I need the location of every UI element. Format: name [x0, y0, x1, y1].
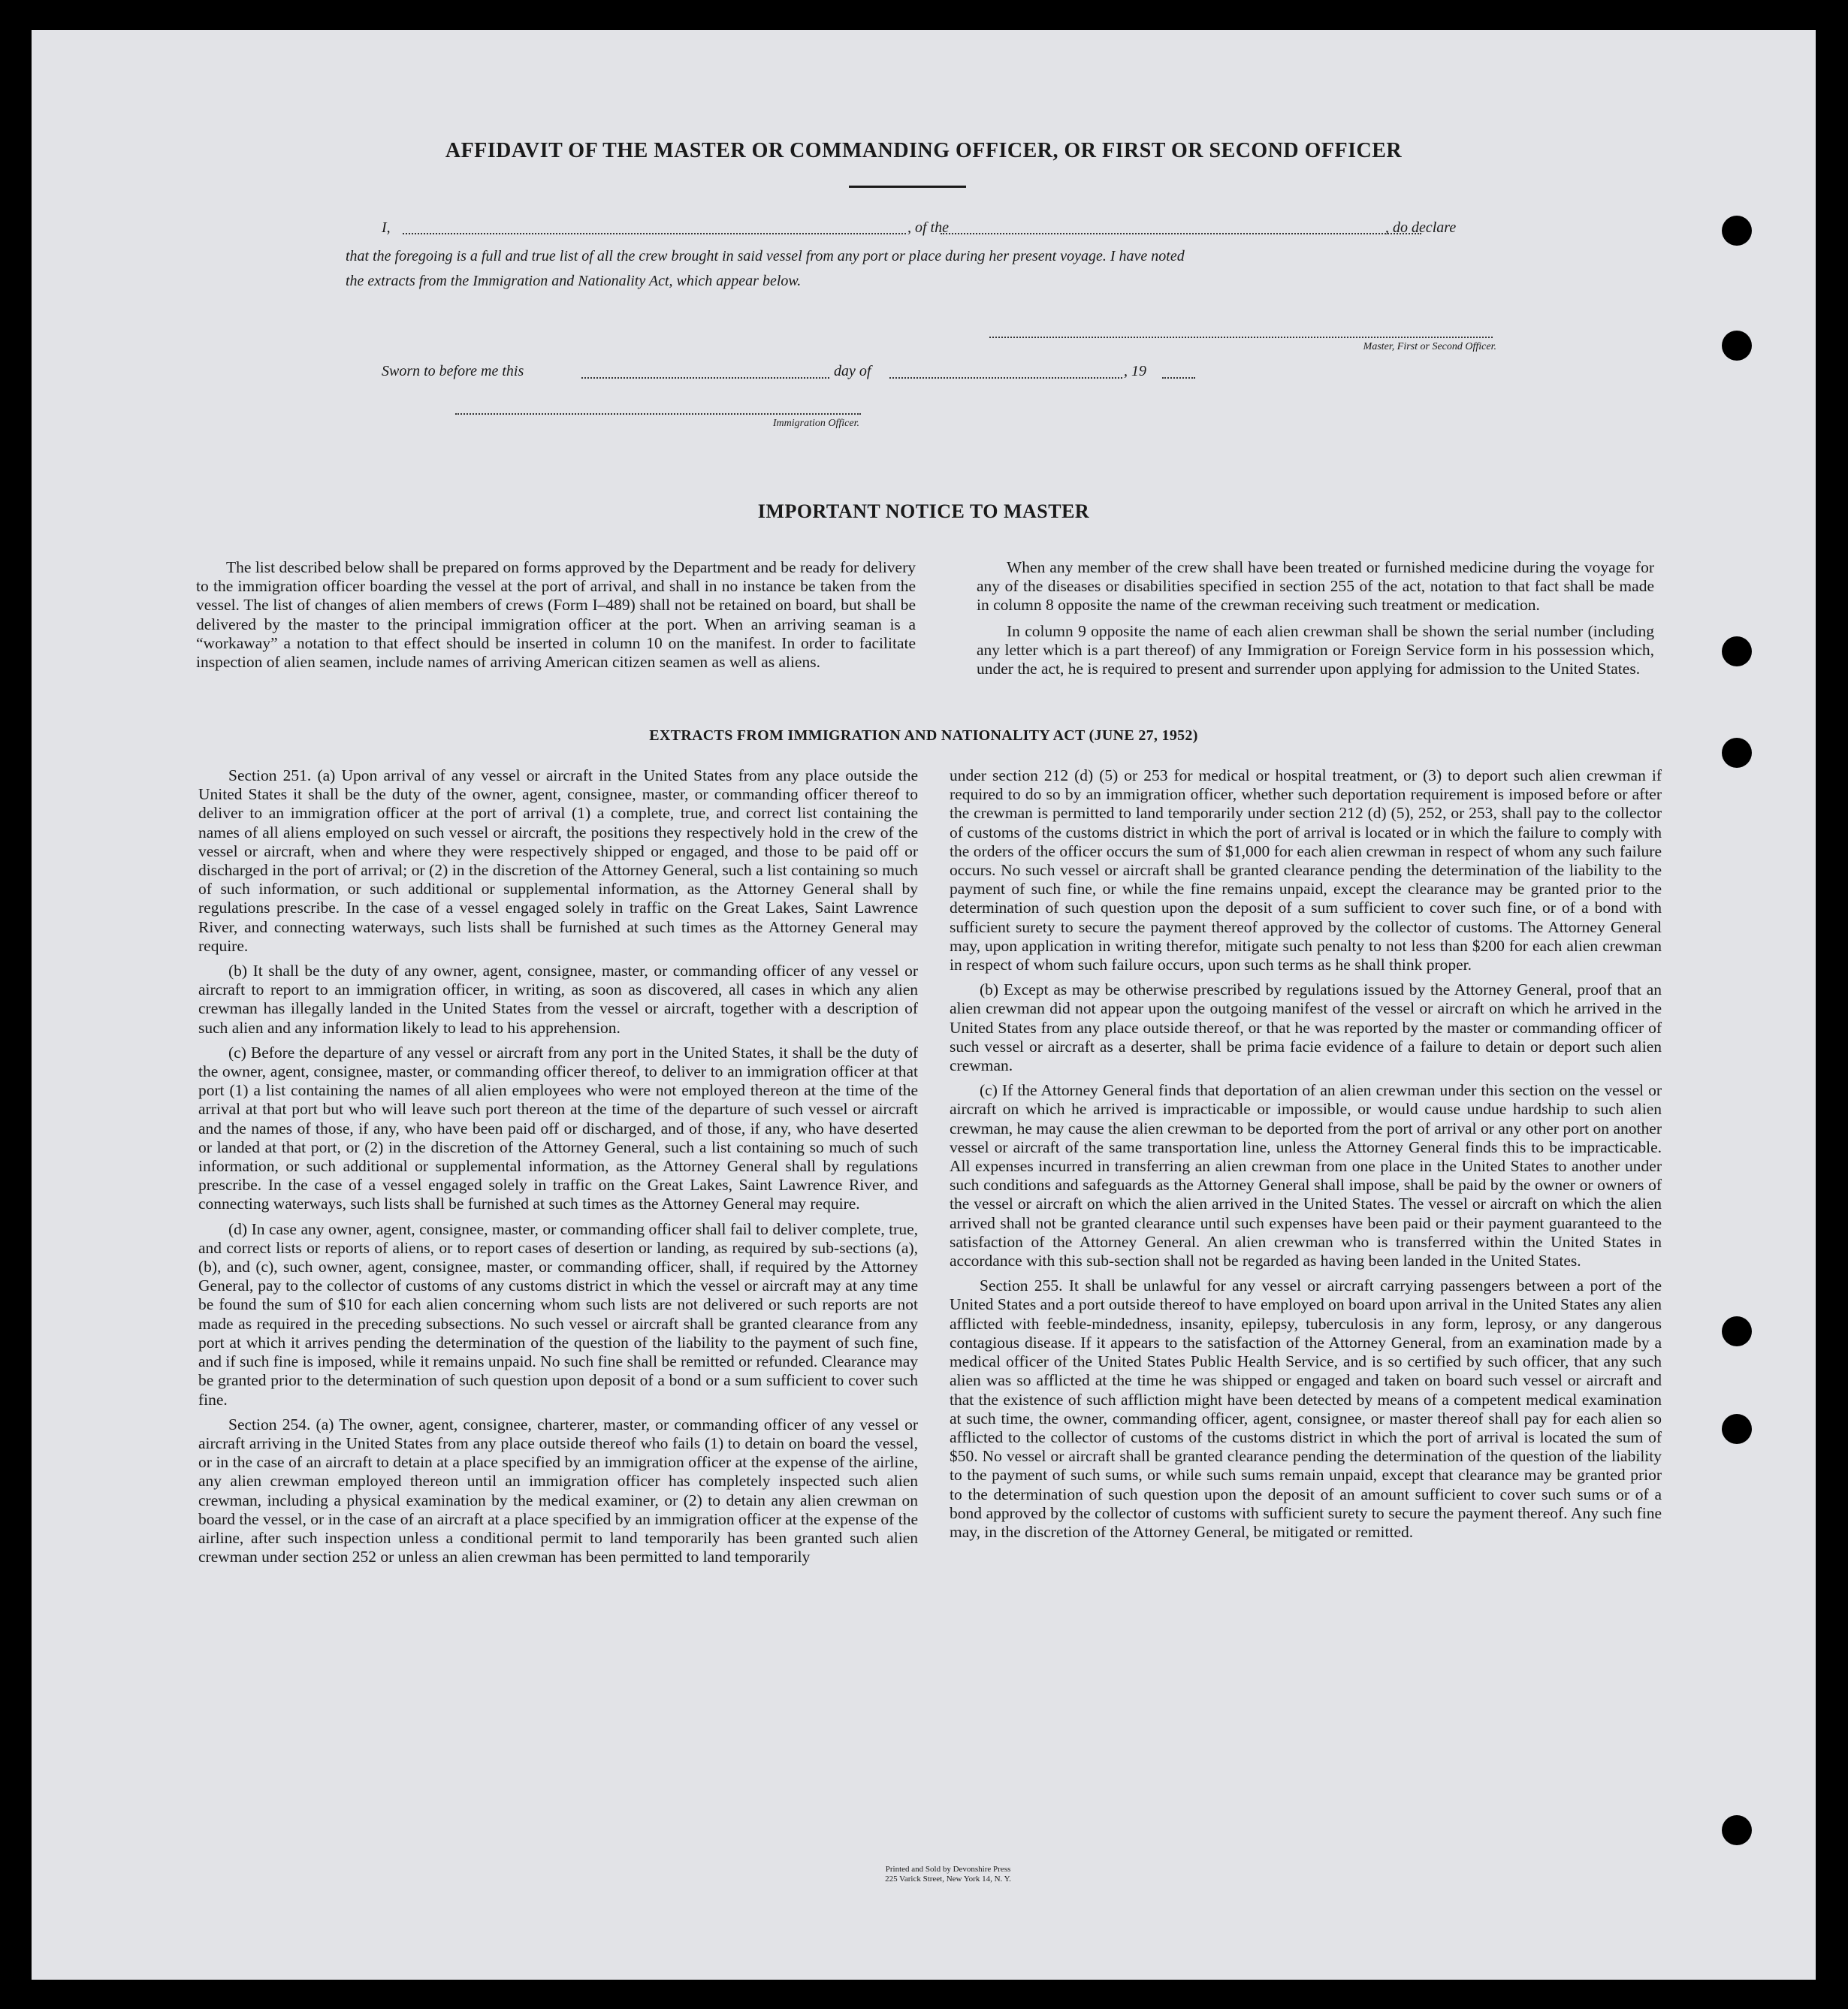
- extracts-title: EXTRACTS FROM IMMIGRATION AND NATIONALITY ACT (JUNE 27, 1952): [649, 727, 1198, 744]
- punch-hole: [1722, 1414, 1752, 1444]
- sworn-label: Sworn to before me this: [382, 363, 524, 379]
- master-signature-label: Master, First or Second Officer.: [1363, 341, 1496, 352]
- declarant-label: I,: [382, 219, 391, 236]
- affidavit-title: AFFIDAVIT OF THE MASTER OR COMMANDING OFFICER, OR FIRST OR SECOND OFFICER: [445, 139, 1403, 162]
- section-251-d: (d) In case any owner, agent, consignee, master, or commanding officer shall fail to deliver complete, true, and correct lists or reports of aliens, or to report cases of desertion or landing, as required by sub-sections (a), (b), and (c), such owner, agent, consignee, master, or commanding officer, shall, if required by the Attorney General, pay to the collector of customs of any customs district in which the vessel or aircraft may at any time be found the sum of $10 for each alien concerning whom such lists are not delivered or such reports are not made as required in the preceding subsections. No such vessel or aircraft shall be granted clearance from any port at which it arrives pending the determination of the question of the liability to the payment of such fine, and if such fine is imposed, while it remains unpaid. No such fine shall be remitted or refunded. Clearance may be granted prior to the determination of such question upon deposit of a bond or a sum sufficient to cover such fine.: [198, 1219, 918, 1409]
- extracts-right-column: [950, 766, 1662, 1542]
- sworn-month-line[interactable]: [889, 377, 1122, 379]
- notice-right-text-1: When any member of the crew shall have been treated or furnished medicine during the voyage for any of the diseases or disabilities specified in section 255 of the act, notation to that fact shall be made in column 8 opposite the name of the crewman receiving such treatment or medication.: [977, 558, 1654, 615]
- printer-line-2: 225 Varick Street, New York 14, N. Y.: [885, 1875, 1011, 1884]
- section-254-a-continued: under section 212 (d) (5) or 253 for medical or hospital treatment, or (3) to deport such alien crewman if required to do so by an immigration officer, whether such deportation requirement is imposed before or after the crewman is permitted to land temporarily under section 212 (d) (5), 252, or 253, shall pay to the collector of customs of the customs district in which the port of arrival is located or in which the failure to comply with the orders of the officer occurs the sum of $1,000 for each alien crewman in respect of whom any such failure occurs. No such vessel or aircraft shall be granted clearance pending the determination of the liability to the payment of such fine, or while the fine remains unpaid, except the clearance may be granted prior to the determination of such question upon the deposit of a sum sufficient to cover such fine, or of a bond with sufficient surety to secure the payment thereof approved by the collector of customs. The Attorney General may, upon application in writing therefor, mitigate such penalty to not less than $200 for each alien crewman in respect of whom such failure occurs, upon such terms as he shall think proper.: [950, 766, 1662, 974]
- title-underline: [849, 186, 966, 188]
- day-of-label: day of: [834, 363, 871, 379]
- notice-left-column: [196, 558, 916, 672]
- immigration-officer-label: Immigration Officer.: [772, 418, 859, 429]
- section-251-c: (c) Before the departure of any vessel or aircraft from any port in the United States, it shall be the duty of the owner, agent, consignee, master, or commanding officer thereof, to deliver to an immigration officer at that port (1) a list containing the names of all alien employees who were not employed thereon at the time of the arrival at that port but who will leave such port thereon at the time of the departure of such vessel or aircraft and the names of those, if any, who have been paid off or discharged, and of those, if any, who have deserted or landed at that port, or (2) in the discretion of the Attorney General, such a list containing so much of such information, or such additional or supplemental information, as the Attorney General shall by regulations prescribe. In the case of a vessel engaged solely in traffic on the Great Lakes, Saint Lawrence River, and connecting waterways, such lists shall be furnished at such times as the Attorney General may require.: [198, 1043, 918, 1213]
- of-the-label: , of the: [907, 219, 949, 236]
- punch-hole: [1722, 331, 1752, 361]
- notice-title: IMPORTANT NOTICE TO MASTER: [757, 500, 1090, 522]
- printer-line-1: Printed and Sold by Devonshire Press: [885, 1865, 1011, 1874]
- do-declare-label: , do declare: [1385, 219, 1457, 236]
- section-254-c: (c) If the Attorney General finds that deportation of an alien crewman under this section on the vessel or aircraft on which he arrived is impracticable or impossible, or would cause undue hardship to such alien crewman, he may cause the alien crewman to be deported from the port of arrival or any other port on another vessel or aircraft of the same transportation line, unless the Attorney General finds this to be impracticable. All expenses incurred in transferring an alien crewman from one place in the United States to another under such conditions and safeguards as the Attorney General shall impose, shall be paid by the owner or owners of the vessel or aircraft on which the alien arrived in the United States. The vessel or aircraft on which the alien arrived shall not be granted clearance until such expenses have been paid or their payment guaranteed to the satisfaction of the Attorney General. An alien crewman who is transferred within the United States in accordance with this sub-section shall not be regarded as having been landed in the United States.: [950, 1081, 1662, 1270]
- notice-left-text: The list described below shall be prepared on forms approved by the Department and be ready for delivery to the immigration officer boarding the vessel at the port of arrival, and shall in no instance be taken from the vessel. The list of changes of alien members of crews (Form I–489) shall not be retained on board, but shall be delivered by the master to the principal immigration officer at the port. When an arriving seaman is a “workaway” a notation to that effect should be inserted in column 10 on the manifest. In order to facilitate inspection of alien seamen, include names of arriving American citizen seamen as well as aliens.: [196, 558, 916, 672]
- vessel-name-line[interactable]: [941, 233, 1421, 234]
- section-254-a: Section 254. (a) The owner, agent, consignee, charterer, master, or commanding officer of any vessel or aircraft arriving in the United States from any place outside thereof who fails (1) to detain on board the vessel, or in the case of an aircraft to detain at a place specified by an immigration officer at the expense of the airline, any alien crewman employed thereon until an immigration officer has completely inspected such alien crewman, including a physical examination by the medical examiner, or (2) to detain any alien crewman on board the vessel, or in the case of an aircraft at a place specified by an immigration officer at the expense of the airline, after such inspection unless a conditional permit to land temporarily has been granted such alien crewman under section 252 or unless an alien crewman has been permitted to land temporarily: [198, 1415, 918, 1566]
- immigration-officer-signature-line[interactable]: [455, 413, 861, 415]
- section-255: Section 255. It shall be unlawful for any vessel or aircraft carrying passengers between a port of the United States and a port outside thereof to have employed on board upon arrival in the United States any alien afflicted with feeble-mindedness, insanity, epilepsy, tuberculosis in any form, leprosy, or any dangerous contagious disease. If it appears to the satisfaction of the Attorney General, from an examination made by a medical officer of the United States Public Health Service, and is so certified by such officer, that any such alien was so afflicted at the time he was shipped or engaged and taken on board such vessel or aircraft and that the existence of such affliction might have been detected by means of a competent medical examination at such time, the owner, commanding officer, agent, consignee, or master thereof shall pay for each alien so afflicted to the collector of customs of the customs district in which the port of arrival is located the sum of $50. No vessel or aircraft shall be granted clearance pending the determination of the question of the liability to the payment of such sums, or while such sums remain unpaid, except that clearance may be granted prior to the determination of such question upon the deposit of an amount sufficient to cover such sums or of a bond approved by the collector of customs with sufficient surety to secure the payment thereof. Any such fine may, in the discretion of the Attorney General, be mitigated or remitted.: [950, 1276, 1662, 1541]
- printer-imprint: [783, 1865, 1113, 1884]
- punch-hole: [1722, 738, 1752, 768]
- declarant-name-line[interactable]: [403, 233, 906, 234]
- punch-hole: [1722, 1815, 1752, 1845]
- punch-hole: [1722, 216, 1752, 246]
- sworn-day-line[interactable]: [581, 377, 829, 379]
- section-254-b: (b) Except as may be otherwise prescribed by regulations issued by the Attorney General, proof that an alien crewman did not appear upon the outgoing manifest of the vessel or aircraft on which he arrived in the United States from any place outside thereof, or that he was reported by the master or commanding officer of such vessel or aircraft as a deserter, shall be prima facie evidence of a failure to detain or deport such alien crewman.: [950, 980, 1662, 1075]
- extracts-left-column: [198, 766, 918, 1566]
- sworn-year-line[interactable]: [1162, 377, 1195, 379]
- notice-right-column: [977, 558, 1654, 678]
- master-signature-line[interactable]: [989, 337, 1493, 338]
- section-251-b: (b) It shall be the duty of any owner, agent, consignee, master, or commanding officer of any vessel or aircraft to report to an immigration officer, in writing, as soon as discovered, all cases in which any alien crewman has illegally landed in the United States from the vessel or aircraft, together with a description of such alien and any information likely to lead to his apprehension.: [198, 962, 918, 1037]
- punch-hole: [1722, 1316, 1752, 1346]
- declaration-line-2: the extracts from the Immigration and Nationality Act, which appear below.: [346, 273, 802, 289]
- notice-right-text-2: In column 9 opposite the name of each alien crewman shall be shown the serial number (including any letter which is a part thereof) of any Immigration or Foreign Service form in his possession which, under the act, he is required to present and surrender upon applying for admission to the United States.: [977, 621, 1654, 678]
- declaration-line-1: that the foregoing is a full and true list of all the crew brought in said vessel from any port or place during her present voyage. I have noted: [346, 248, 1185, 264]
- section-251-a: Section 251. (a) Upon arrival of any vessel or aircraft in the United States from any place outside the United States it shall be the duty of the owner, agent, consignee, master, or commanding officer thereof to deliver to an immigration officer at the port of arrival (1) a complete, true, and correct list containing the names of all aliens employed on such vessel or aircraft, the positions they respectively hold in the crew of the vessel or aircraft, when and where they were respectively shipped or engaged, and those to be paid off or discharged in the port of arrival; or (2) in the discretion of the Attorney General, such a list containing so much of such information, or such additional or supplemental information, as the Attorney General shall by regulations prescribe. In the case of a vessel engaged solely in traffic on the Great Lakes, Saint Lawrence River, and connecting waterways, such lists shall be furnished at such times as the Attorney General may require.: [198, 766, 918, 955]
- punch-hole: [1722, 636, 1752, 666]
- year-label: , 19: [1124, 363, 1146, 379]
- manifest-back-page: [32, 30, 1816, 1980]
